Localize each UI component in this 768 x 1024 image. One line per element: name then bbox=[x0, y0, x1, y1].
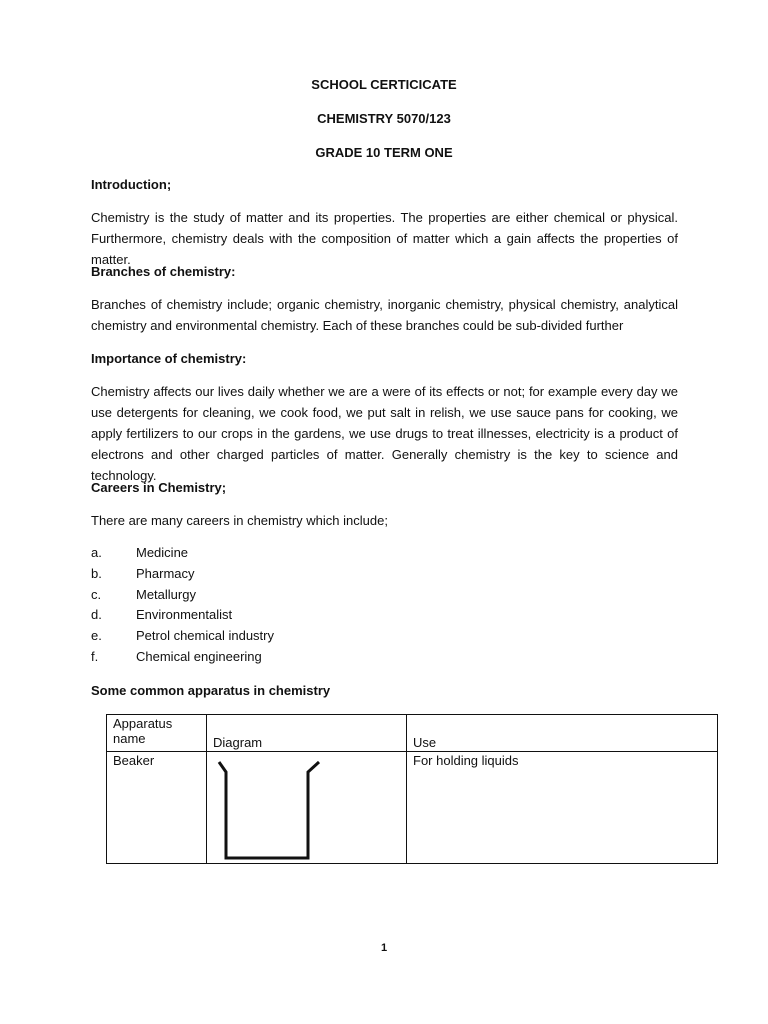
careers-intro: There are many careers in chemistry which include; bbox=[91, 513, 388, 528]
list-item bbox=[91, 585, 274, 606]
list-item bbox=[91, 564, 274, 585]
introduction-heading: Introduction; bbox=[91, 177, 172, 192]
apparatus-heading: Some common apparatus in chemistry bbox=[91, 683, 331, 698]
list-item-label: Medicine bbox=[136, 545, 189, 560]
grade-term: GRADE 10 TERM ONE bbox=[315, 145, 453, 160]
list-marker: a. bbox=[91, 545, 102, 560]
beaker-icon bbox=[207, 752, 406, 860]
column-header-diagram: Diagram bbox=[207, 715, 407, 752]
column-header-apparatus-name: Apparatus name bbox=[107, 715, 207, 752]
column-header-use: Use bbox=[407, 715, 718, 752]
importance-heading: Importance of chemistry: bbox=[91, 351, 247, 366]
list-item bbox=[91, 647, 274, 668]
list-item bbox=[91, 605, 274, 626]
list-item bbox=[91, 626, 274, 647]
list-marker: f. bbox=[91, 648, 99, 664]
diagram-cell bbox=[207, 752, 407, 864]
list-marker: e. bbox=[91, 628, 102, 644]
document-title: SCHOOL CERTICICATE bbox=[311, 77, 457, 92]
page-number: 1 bbox=[380, 942, 388, 954]
list-item-label: Chemical engineering bbox=[136, 648, 262, 664]
list-marker: d. bbox=[91, 607, 102, 623]
apparatus-name-cell: Beaker bbox=[107, 752, 207, 864]
list-marker: b. bbox=[91, 565, 102, 581]
subject-code: CHEMISTRY 5070/123 bbox=[317, 111, 451, 126]
table-header-row bbox=[107, 715, 718, 752]
list-item-label: Environmentalist bbox=[136, 607, 233, 623]
list-item-label: Petrol chemical industry bbox=[136, 628, 274, 644]
careers-heading: Careers in Chemistry; bbox=[91, 480, 227, 495]
careers-list bbox=[91, 543, 274, 668]
list-item-label: Metallurgy bbox=[136, 586, 196, 602]
list-item-label: Pharmacy bbox=[136, 565, 195, 581]
list-marker: c. bbox=[91, 586, 102, 602]
apparatus-table bbox=[106, 714, 718, 864]
importance-text: Chemistry affects our lives daily whether we are a were of its effects or not; for example every day we use detergents for cleaning, we cook food, we put salt in relish, we use sauce pans for cooking, we apply fertilizers to our crops in the gardens, we use drugs to treat illnesses, electricity is a product of electrons and other charged particles of matter. Generally chemistry is the key to science and technology. bbox=[91, 384, 678, 483]
table-row bbox=[107, 752, 718, 864]
list-item bbox=[91, 543, 274, 564]
branches-text: Branches of chemistry include; organic chemistry, inorganic chemistry, physical chemistry, analytical chemistry and environmental chemistry. Each of these branches could be sub-divided further bbox=[91, 297, 678, 333]
introduction-text: Chemistry is the study of matter and its properties. The properties are either chemical or physical. Furthermore, chemistry deals with the composition of matter which a gain affects the properties of matter. bbox=[91, 210, 678, 267]
branches-heading: Branches of chemistry: bbox=[91, 264, 236, 279]
use-cell: For holding liquids bbox=[407, 752, 718, 864]
